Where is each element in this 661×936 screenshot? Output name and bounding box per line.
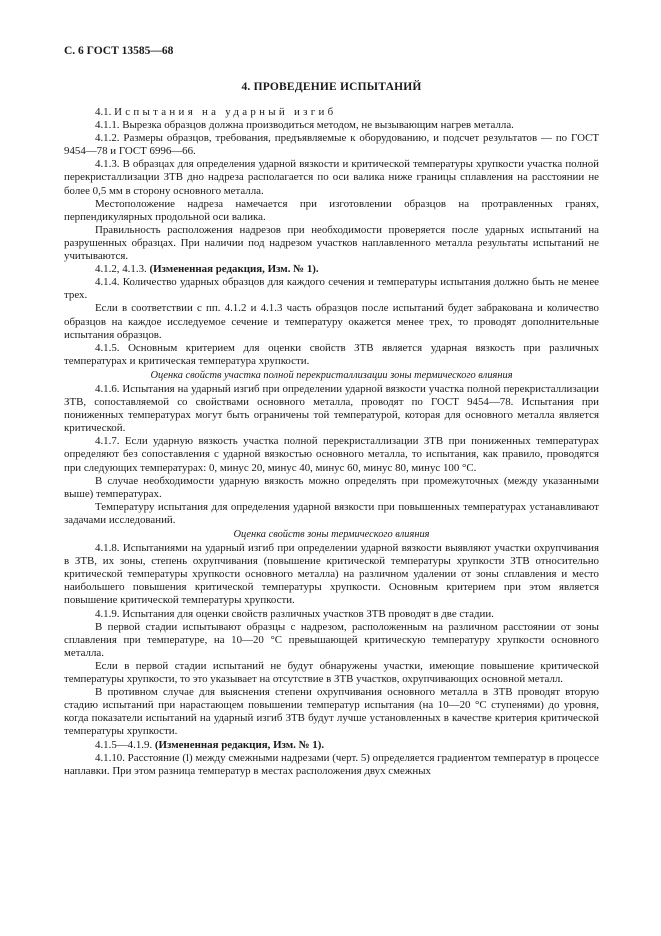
paragraph [64,435,599,474]
amendment-note: (Измененная редакция, Изм. № 1). [146,263,319,276]
paragraph [64,224,599,263]
paragraph-text: 4.1.10. Расстояние (l) между смежными надрезами (черт. 5) определяется градиентом температур в процессе наплавки. При этом разница температур в местах расположения двух смежных [64,751,599,777]
paragraph-text: В противном случае для выяснения степени охрупчивания основного металла в ЗТВ проводят вторую стадию испытаний при нарастающем повышении температур испытания (на 10—20 °С ступенями) до уровня, когда показатели испытаний на ударный изгиб ЗТВ будут лучше установленных в качестве критерия критической температуры хрупкости. [64,686,599,738]
paragraph [64,158,599,197]
paragraph [64,302,599,341]
paragraph [64,752,599,778]
document-page [64,44,599,778]
paragraph-text: Температуру испытания для определения ударной вязкости при повышенных температурах устанавливают задачами исследований. [64,500,599,526]
paragraph [64,621,599,660]
paragraph [64,686,599,738]
section-title: 4. ПРОВЕДЕНИЕ ИСПЫТАНИЙ [241,81,422,93]
paragraph [64,106,599,119]
paragraph [64,383,599,435]
paragraph [64,660,599,686]
paragraph-text: 4.1.1. Вырезка образцов должна производиться методом, не вызывающим нагрев металла. [95,119,514,132]
paragraph-text: Местоположение надреза намечается при изготовлении образцов на протравленных гранях, перпендикулярных продольной оси валика. [64,197,599,223]
paragraph [64,132,599,158]
paragraph-text: 4.1.3. В образцах для определения ударной вязкости и критической температуры хрупкости участка полной перекристаллизации ЗТВ дно надреза располагается по оси валика ниже границы сплавления на расстоянии не более 0,5 мм в сторону основного металла. [64,158,599,197]
paragraph [64,342,599,368]
paragraph-text: Испытания на ударный изгиб [114,106,337,118]
document-body [64,106,599,778]
paragraph [64,475,599,501]
paragraph-text: 4.1.4. Количество ударных образцов для каждого сечения и температуры испытания должно быть не менее трех. [64,276,599,302]
paragraph-text: В первой стадии испытывают образцы с надрезом, расположенным на различном расстоянии от зоны сплавления при температуре, на 10—20 °С превышающей критическую температуру хрупкости основного металла. [64,620,599,659]
paragraph [64,608,599,621]
clause-number: 4.1. [95,106,115,118]
paragraph [64,119,599,132]
paragraph-text: Правильность расположения надрезов при необходимости проверяется после ударных испытаний на разрушенных образцах. При наличии под надрезом участков наплавленного металла результаты испытаний не учитываются. [64,223,599,263]
paragraph-text: 4.1.7. Если ударную вязкость участка полной перекристаллизации ЗТВ при пониженных температурах определяют без сопоставления с ударной вязкостью основного металла, то испытания, как правило, проводятся при следующих температурах: 0, минус 20, минус 40, минус 60, минус 80, минус 100 °С. [64,435,599,474]
paragraph [64,501,599,527]
subsection-heading: Оценка свойств участка полной перекристаллизации зоны термического влияния [150,369,513,381]
paragraph-text: Если в первой стадии испытаний не будут обнаружены участки, имеющие повышение критической температуры хрупкости, то это указывает на отсутствие в ЗТВ участков, охрупчивающих основной металл. [64,659,599,686]
paragraph-text: 4.1.6. Испытания на ударный изгиб при определении ударной вязкости участка полной перекристаллизации ЗТВ, сопоставляемой со свойствами основного металла, проводят по ГОСТ 9454—78. Испытания при пониженных температурах могут быть ограничены той температурой, которая для основного металла является критической. [64,382,599,435]
paragraph-text: 4.1.2, 4.1.3. [95,263,147,276]
paragraph [64,263,599,276]
amendment-note: (Измененная редакция, Изм. № 1). [152,738,325,751]
page-header: С. 6 ГОСТ 13585—68 [64,45,174,57]
paragraph-text: Если в соответствии с пп. 4.1.2 и 4.1.3 часть образцов после испытаний будет забракована и количество образцов на каждое исследуемое сечение и температуру окажется менее трех, то проводят дополнительные испытания образцов. [64,302,599,341]
subsection-heading: Оценка свойств зоны термического влияния [233,529,430,540]
paragraph-text: 4.1.5. Основным критерием для оценки свойств ЗТВ является ударная вязкость при различных температурах и критическая температура хрупкости. [64,341,599,367]
paragraph [64,198,599,224]
paragraph-text: В случае необходимости ударную вязкость можно определять при промежуточных (между указанными выше) температурах. [64,474,599,500]
paragraph [64,276,599,302]
paragraph-text: 4.1.9. Испытания для оценки свойств различных участков ЗТВ проводят в две стадии. [95,607,494,620]
paragraph-text: 4.1.8. Испытаниями на ударный изгиб при определении ударной вязкости выявляют участки охрупчивания в ЗТВ, их зоны, степень охрупчивания (повышение критической температуры хрупкости ЗТВ относительно критической температуры хрупкости основного металла) на различном удалении от зоны сплавления и место наибольшего повышения критической температуры хрупкости. Основным критерием при этом является повышение критической температуры хрупкости. [64,542,599,607]
paragraph [64,542,599,607]
paragraph-text: 4.1.2. Размеры образцов, требования, предъявляемые к оборудованию, и подсчет результатов — по ГОСТ 9454—78 и ГОСТ 6996—66. [64,132,599,158]
paragraph [64,739,599,752]
paragraph-text: 4.1.5—4.1.9. [95,738,153,751]
